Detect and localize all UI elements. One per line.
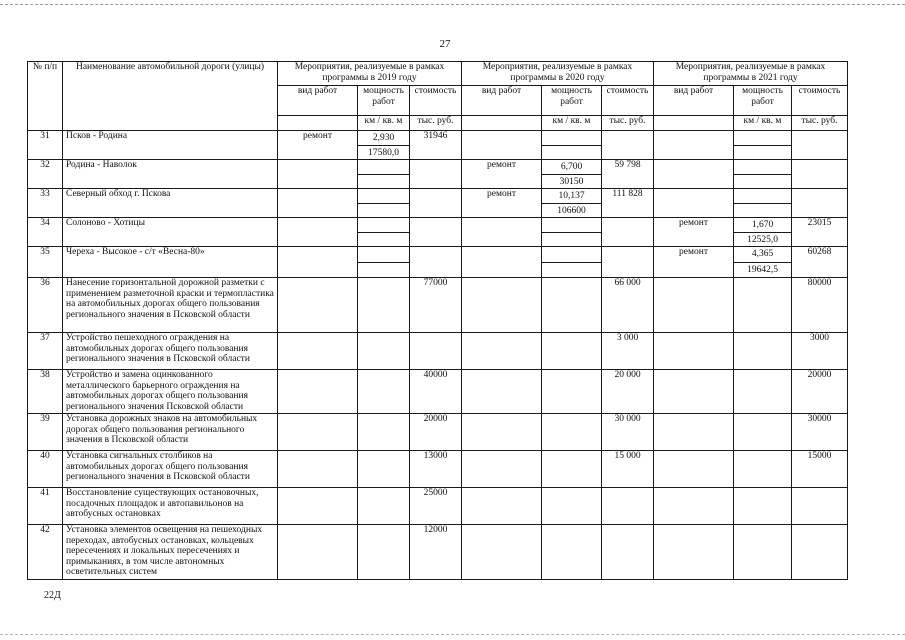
- work-type-2019: [278, 333, 358, 370]
- capacity-sqm: [734, 146, 791, 160]
- road-name: Северный обход г. Пскова: [63, 189, 278, 218]
- capacity-2020: [542, 451, 602, 488]
- capacity-km: [358, 189, 409, 204]
- capacity-2019: [358, 333, 410, 370]
- capacity-2021: [734, 525, 792, 580]
- work-type-2019: ремонт: [278, 131, 358, 160]
- cost-2019: [410, 218, 462, 247]
- header-work-type-2019: вид работ: [278, 86, 358, 116]
- work-type-2020: [462, 414, 542, 451]
- capacity-2021: [734, 278, 792, 333]
- cost-2020: [602, 525, 654, 580]
- capacity-km: [734, 131, 791, 146]
- header-capacity-2020: мощность работ: [542, 86, 602, 116]
- cost-2020: [602, 131, 654, 160]
- header-cost-2021: стоимость: [792, 86, 848, 116]
- road-name: Солоново - Хотицы: [63, 218, 278, 247]
- capacity-km: [358, 247, 409, 263]
- cost-2019: [410, 160, 462, 189]
- capacity-2021: [734, 160, 792, 189]
- table-row: [28, 218, 848, 247]
- capacity-km: [542, 247, 601, 263]
- work-type-2021: [654, 189, 734, 218]
- capacity-sqm: 12525,0: [747, 234, 778, 245]
- capacity-2020: [542, 370, 602, 414]
- header-work-type-2021: вид работ: [654, 86, 734, 116]
- header-unit-cost-2019: тыс. руб.: [410, 116, 462, 131]
- capacity-sqm: [358, 233, 409, 247]
- table-row: [28, 189, 848, 218]
- header-unit-blank-2020: [462, 116, 542, 131]
- capacity-km: 10,137: [542, 189, 601, 204]
- capacity-km: [542, 218, 601, 233]
- capacity-km: [542, 131, 601, 146]
- row-number: 33: [28, 189, 63, 218]
- capacity-km: 6,700: [542, 160, 601, 175]
- cost-2020: 30 000: [602, 414, 654, 451]
- capacity-2021: [734, 370, 792, 414]
- cost-2019: 12000: [410, 525, 462, 580]
- work-type-2020: [462, 247, 542, 278]
- capacity-2021: [734, 189, 792, 218]
- work-type-2019: [278, 451, 358, 488]
- header-group-2019: Мероприятия, реализуемые в рамках программы в 2019 году: [278, 62, 462, 86]
- cost-2019: [410, 247, 462, 278]
- cost-2021: [792, 189, 848, 218]
- cost-2019: 25000: [410, 488, 462, 525]
- cost-2019: 20000: [410, 414, 462, 451]
- row-number: 37: [28, 333, 63, 370]
- header-unit-blank-2021: [654, 116, 734, 131]
- capacity-km: 1,670: [734, 218, 791, 233]
- capacity-2020: [542, 131, 602, 160]
- row-number: 32: [28, 160, 63, 189]
- work-type-2020: [462, 131, 542, 160]
- work-type-2020: [462, 451, 542, 488]
- cost-2020: [602, 247, 654, 278]
- work-type-2020: [462, 488, 542, 525]
- capacity-sqm: [734, 204, 791, 218]
- program-table: [27, 61, 848, 580]
- capacity-2019: [358, 451, 410, 488]
- cost-2021: 60268: [792, 247, 848, 278]
- capacity-2019: [358, 370, 410, 414]
- work-type-2019: [278, 278, 358, 333]
- capacity-2020: [542, 525, 602, 580]
- cost-2021: [792, 488, 848, 525]
- footer-code: 22Д: [44, 590, 61, 601]
- table-row: [28, 451, 848, 488]
- capacity-2019: [358, 131, 410, 160]
- road-name: Устройство и замена оцинкованного металлического барьерного ограждения на автомобильных дорогах общего пользования регионального значения Псковской области: [63, 370, 278, 414]
- capacity-km: [734, 160, 791, 175]
- cost-2021: 3000: [792, 333, 848, 370]
- capacity-2019: [358, 414, 410, 451]
- capacity-2021: [734, 247, 792, 278]
- header-capacity-2019: мощность работ: [358, 86, 410, 116]
- capacity-km: 2,930: [358, 131, 409, 146]
- work-type-2019: [278, 189, 358, 218]
- work-type-2021: [654, 278, 734, 333]
- capacity-2021: [734, 414, 792, 451]
- cost-2021: 15000: [792, 451, 848, 488]
- capacity-2020: [542, 189, 602, 218]
- capacity-2020: [542, 414, 602, 451]
- work-type-2019: [278, 218, 358, 247]
- header-capacity-2021: мощность работ: [734, 86, 792, 116]
- work-type-2020: [462, 333, 542, 370]
- capacity-2020: [542, 218, 602, 247]
- row-number: 34: [28, 218, 63, 247]
- capacity-2019: [358, 488, 410, 525]
- work-type-2021: [654, 370, 734, 414]
- work-type-2020: [462, 218, 542, 247]
- work-type-2021: [654, 525, 734, 580]
- capacity-sqm: 17580,0: [368, 147, 399, 158]
- cost-2020: 66 000: [602, 278, 654, 333]
- road-name: Восстановление существующих остановочных, посадочных площадок и автопавильонов на автобусных остановках: [63, 488, 278, 525]
- cost-2020: [602, 218, 654, 247]
- header-unit-capacity-2020: км / кв. м: [542, 116, 602, 131]
- capacity-km: [358, 218, 409, 233]
- header-group-2020: Мероприятия, реализуемые в рамках программы в 2020 году: [462, 62, 654, 86]
- cost-2021: [792, 525, 848, 580]
- road-name: Нанесение горизонтальной дорожной разметки с применением разметочной краски и термопластика на автомобильных дорогах общего пользования регионального значения в Псковской области: [63, 278, 278, 333]
- road-name: Установка дорожных знаков на автомобильных дорогах общего пользования регионального значения в Псковской области: [63, 414, 278, 451]
- work-type-2020: [462, 278, 542, 333]
- cost-2020: 20 000: [602, 370, 654, 414]
- capacity-2019: [358, 160, 410, 189]
- work-type-2021: [654, 160, 734, 189]
- work-type-2019: [278, 414, 358, 451]
- capacity-2019: [358, 278, 410, 333]
- capacity-sqm: 106600: [557, 205, 586, 216]
- row-number: 41: [28, 488, 63, 525]
- capacity-2021: [734, 451, 792, 488]
- cost-2020: 111 828: [602, 189, 654, 218]
- cost-2021: [792, 131, 848, 160]
- table-row: [28, 414, 848, 451]
- capacity-2021: [734, 333, 792, 370]
- cost-2019: [410, 333, 462, 370]
- capacity-2021: [734, 218, 792, 247]
- work-type-2019: [278, 370, 358, 414]
- header-cost-2020: стоимость: [602, 86, 654, 116]
- table-row: [28, 488, 848, 525]
- work-type-2021: [654, 488, 734, 525]
- work-type-2019: [278, 488, 358, 525]
- capacity-2019: [358, 525, 410, 580]
- row-number: 35: [28, 247, 63, 278]
- work-type-2021: [654, 414, 734, 451]
- table-row: [28, 278, 848, 333]
- capacity-2020: [542, 160, 602, 189]
- capacity-2019: [358, 218, 410, 247]
- page-number: 27: [439, 38, 451, 50]
- cost-2019: 13000: [410, 451, 462, 488]
- road-name: Родина - Наволок: [63, 160, 278, 189]
- capacity-2020: [542, 247, 602, 278]
- header-unit-cost-2021: тыс. руб.: [792, 116, 848, 131]
- row-number: 42: [28, 525, 63, 580]
- work-type-2019: [278, 525, 358, 580]
- capacity-km: 4,365: [734, 247, 791, 263]
- row-number: 36: [28, 278, 63, 333]
- header-road: Наименование автомобильной дороги (улицы): [63, 62, 278, 131]
- capacity-sqm: 30150: [559, 176, 584, 187]
- table-row: [28, 525, 848, 580]
- capacity-sqm: [734, 175, 791, 189]
- work-type-2021: [654, 333, 734, 370]
- header-work-type-2020: вид работ: [462, 86, 542, 116]
- work-type-2020: ремонт: [462, 160, 542, 189]
- table-row: [28, 131, 848, 160]
- work-type-2021: [654, 451, 734, 488]
- road-name: Череха - Высокое - с/т «Весна-80»: [63, 247, 278, 278]
- capacity-2020: [542, 333, 602, 370]
- work-type-2019: [278, 160, 358, 189]
- header-group-2021: Мероприятия, реализуемые в рамках программы в 2021 году: [654, 62, 848, 86]
- road-name: Установка элементов освещения на пешеходных переходах, автобусных остановках, кольцевых пересечениях и локальных пересечениях и примыканиях, в том числе автономных осветительных систем: [63, 525, 278, 580]
- capacity-sqm: [358, 175, 409, 189]
- cost-2020: 15 000: [602, 451, 654, 488]
- header-unit-capacity-2019: км / кв. м: [358, 116, 410, 131]
- header-unit-cost-2020: тыс. руб.: [602, 116, 654, 131]
- row-number: 40: [28, 451, 63, 488]
- row-number: 38: [28, 370, 63, 414]
- capacity-2019: [358, 247, 410, 278]
- row-number: 31: [28, 131, 63, 160]
- capacity-km: [358, 160, 409, 175]
- cost-2020: 59 798: [602, 160, 654, 189]
- work-type-2021: ремонт: [654, 247, 734, 278]
- capacity-sqm: [358, 263, 409, 278]
- capacity-sqm: [542, 263, 601, 278]
- capacity-2020: [542, 278, 602, 333]
- cost-2020: 3 000: [602, 333, 654, 370]
- table-row: [28, 160, 848, 189]
- capacity-sqm: [542, 146, 601, 160]
- work-type-2020: [462, 525, 542, 580]
- capacity-2021: [734, 131, 792, 160]
- capacity-sqm: [358, 204, 409, 218]
- capacity-sqm: [542, 233, 601, 247]
- header-unit-blank-2019: [278, 116, 358, 131]
- capacity-2020: [542, 488, 602, 525]
- work-type-2020: ремонт: [462, 189, 542, 218]
- capacity-km: [734, 189, 791, 204]
- cost-2019: 77000: [410, 278, 462, 333]
- scan-edge-bottom: [0, 634, 905, 635]
- cost-2019: 31946: [410, 131, 462, 160]
- work-type-2019: [278, 247, 358, 278]
- road-name: Установка сигнальных столбиков на автомобильных дорогах общего пользования регионального значения в Псковской области: [63, 451, 278, 488]
- cost-2021: 80000: [792, 278, 848, 333]
- road-name: Псков - Родина: [63, 131, 278, 160]
- capacity-2021: [734, 488, 792, 525]
- cost-2021: 20000: [792, 370, 848, 414]
- scan-edge-top: [0, 4, 905, 5]
- header-unit-capacity-2021: км / кв. м: [734, 116, 792, 131]
- cost-2019: [410, 189, 462, 218]
- cost-2020: [602, 488, 654, 525]
- cost-2021: 23015: [792, 218, 848, 247]
- table-row: [28, 333, 848, 370]
- work-type-2021: ремонт: [654, 218, 734, 247]
- work-type-2021: [654, 131, 734, 160]
- table-row: [28, 247, 848, 278]
- row-number: 39: [28, 414, 63, 451]
- table-row: [28, 370, 848, 414]
- capacity-2019: [358, 189, 410, 218]
- work-type-2020: [462, 370, 542, 414]
- capacity-sqm: 19642,5: [747, 264, 778, 275]
- cost-2021: [792, 160, 848, 189]
- header-num: № п/п: [28, 62, 63, 131]
- cost-2019: 40000: [410, 370, 462, 414]
- cost-2021: 30000: [792, 414, 848, 451]
- header-cost-2019: стоимость: [410, 86, 462, 116]
- road-name: Устройство пешеходного ограждения на автомобильных дорогах общего пользования регионального значения в Псковской области: [63, 333, 278, 370]
